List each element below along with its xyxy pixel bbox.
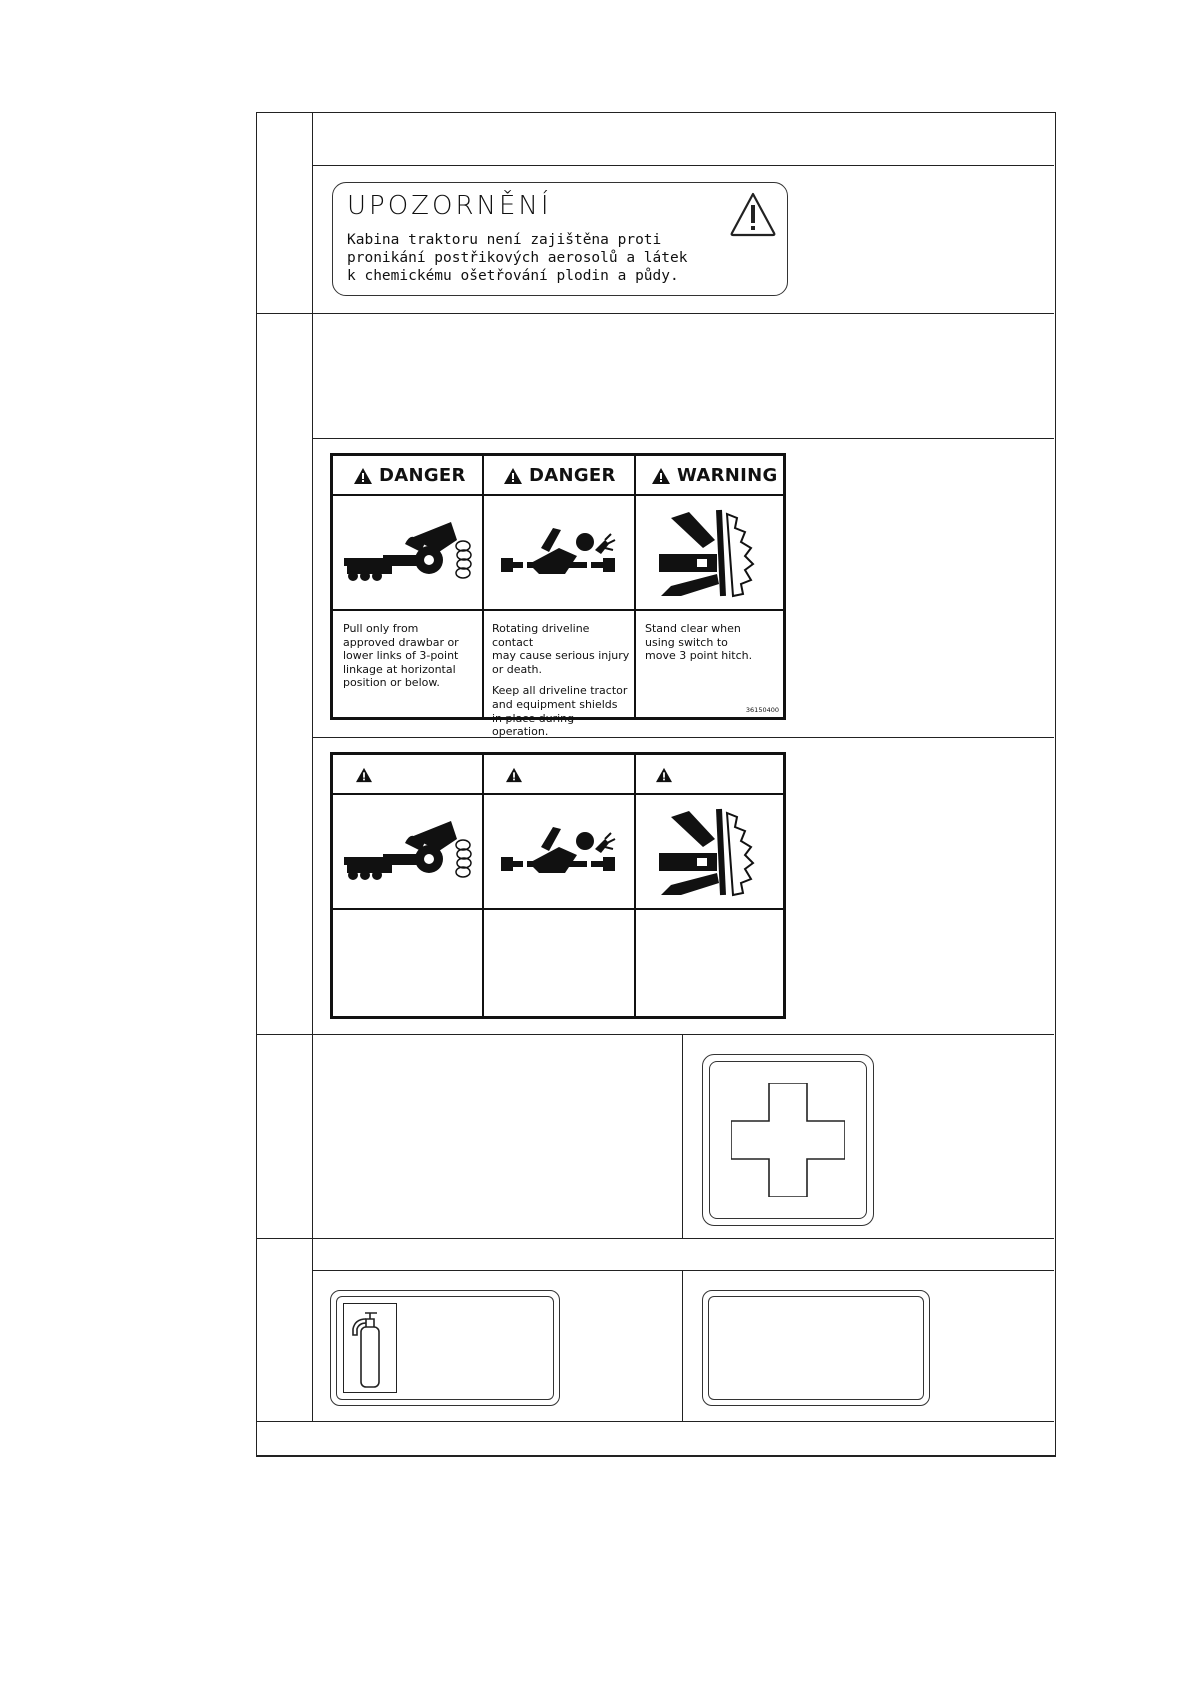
driveline-entanglement-icon	[489, 500, 629, 605]
table-divider	[256, 313, 1054, 314]
drawbar-hazard-icon	[339, 799, 479, 904]
alert-triangle-icon	[505, 767, 523, 783]
table-divider	[312, 438, 1054, 439]
safety-decal-english	[330, 453, 786, 739]
hitch-crush-icon	[641, 799, 781, 904]
safety-decal-blank	[330, 752, 786, 1019]
table-divider	[682, 1270, 683, 1421]
label-text: Kabina traktoru není zajištěna proti pronikání postřikových aerosolů a látek k chemickému ošetřování plodin a půdy.	[347, 232, 688, 284]
fire-extinguisher-sign	[330, 1290, 560, 1406]
alert-triangle-icon	[655, 767, 673, 783]
table-divider	[256, 1421, 1054, 1422]
blank-sign	[702, 1290, 930, 1406]
drawbar-hazard-icon	[339, 500, 479, 605]
czech-warning-label	[332, 182, 788, 296]
first-aid-cross-icon	[731, 1083, 845, 1197]
table-divider	[312, 112, 313, 1422]
alert-triangle-icon	[355, 767, 373, 783]
table-divider	[312, 737, 1054, 738]
warning-triangle-icon	[729, 191, 777, 237]
part-number: 36150400	[745, 706, 779, 714]
table-divider	[312, 1270, 1054, 1271]
decal-header-danger: DANGER	[353, 465, 466, 486]
first-aid-sign	[702, 1054, 874, 1226]
label-title: UPOZORNĚNÍ	[347, 191, 552, 221]
driveline-entanglement-icon	[489, 799, 629, 904]
alert-triangle-icon	[503, 467, 523, 485]
fire-extinguisher-icon	[345, 1305, 395, 1391]
table-divider	[682, 1034, 683, 1238]
decal-header-warning: WARNING	[651, 465, 778, 486]
hitch-crush-icon	[641, 500, 781, 605]
alert-triangle-icon	[651, 467, 671, 485]
decal-header-danger: DANGER	[503, 465, 616, 486]
decal-text-drawbar: Pull only from approved drawbar or lower links of 3-point linkage at horizontal position or below.	[343, 622, 459, 690]
table-divider	[256, 1034, 1054, 1035]
table-divider	[312, 165, 1054, 166]
alert-triangle-icon	[353, 467, 373, 485]
decal-text-hitch: Stand clear when using switch to move 3 point hitch.	[645, 622, 753, 663]
decal-text-driveline: Rotating driveline contact may cause serious injury or death. Keep all driveline tractor and equipment shields in place during operation.	[492, 622, 630, 739]
table-divider	[256, 1238, 1054, 1239]
